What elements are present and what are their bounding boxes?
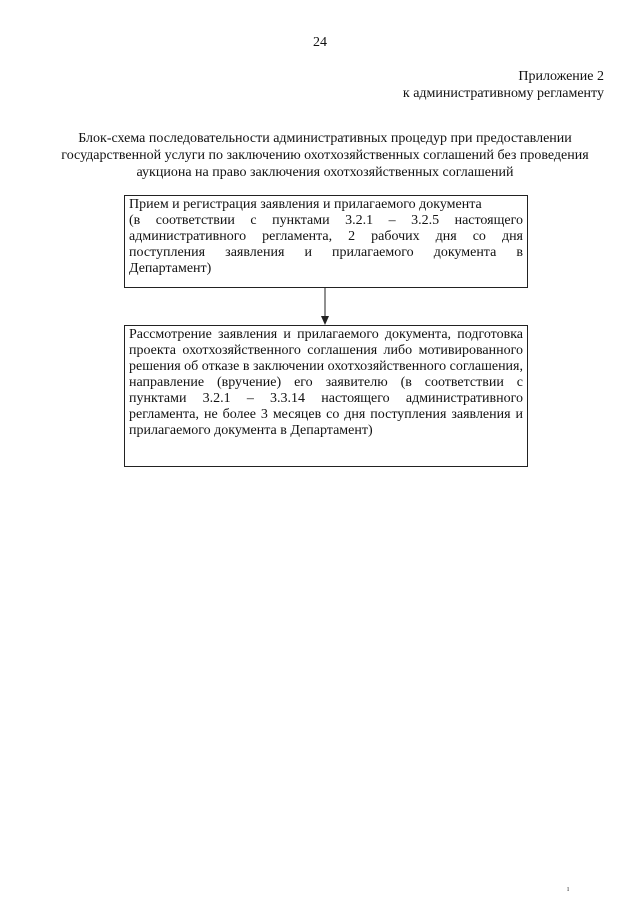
- document-title: Блок-схема последовательности административных процедур при предоставлении государственной услуги по заключению охотхозяйственных соглашений без проведения аукциона на право заключения охотхозяйственных соглашений: [61, 131, 589, 180]
- appendix-line-1: Приложение 2: [518, 69, 604, 84]
- appendix-line-2: к административному регламенту: [402, 86, 604, 101]
- step-1-heading: Прием и регистрация заявления и прилагаемого документа: [129, 197, 482, 212]
- flowchart-step-2: [124, 325, 528, 467]
- footer-mark: ı: [567, 884, 570, 893]
- page-number: 24: [313, 35, 327, 50]
- step-2-text: Рассмотрение заявления и прилагаемого документа, подготовка проекта охотхозяйственного соглашения либо мотивированного решения об отказе в заключении охотхозяйственного соглашения, направление (вручение) его заявителю (в соответствии с пунктами 3.2.1 – 3.3.14 настоящего административного регламента, не более 3 месяцев со дня поступления заявления и прилагаемого документа в Департамент): [129, 327, 523, 438]
- step-1-text: (в соответствии с пунктами 3.2.1 – 3.2.5 настоящего административного регламента, 2 рабочих дня со дня поступления заявления и прилагаемого документа в Департамент): [129, 213, 523, 276]
